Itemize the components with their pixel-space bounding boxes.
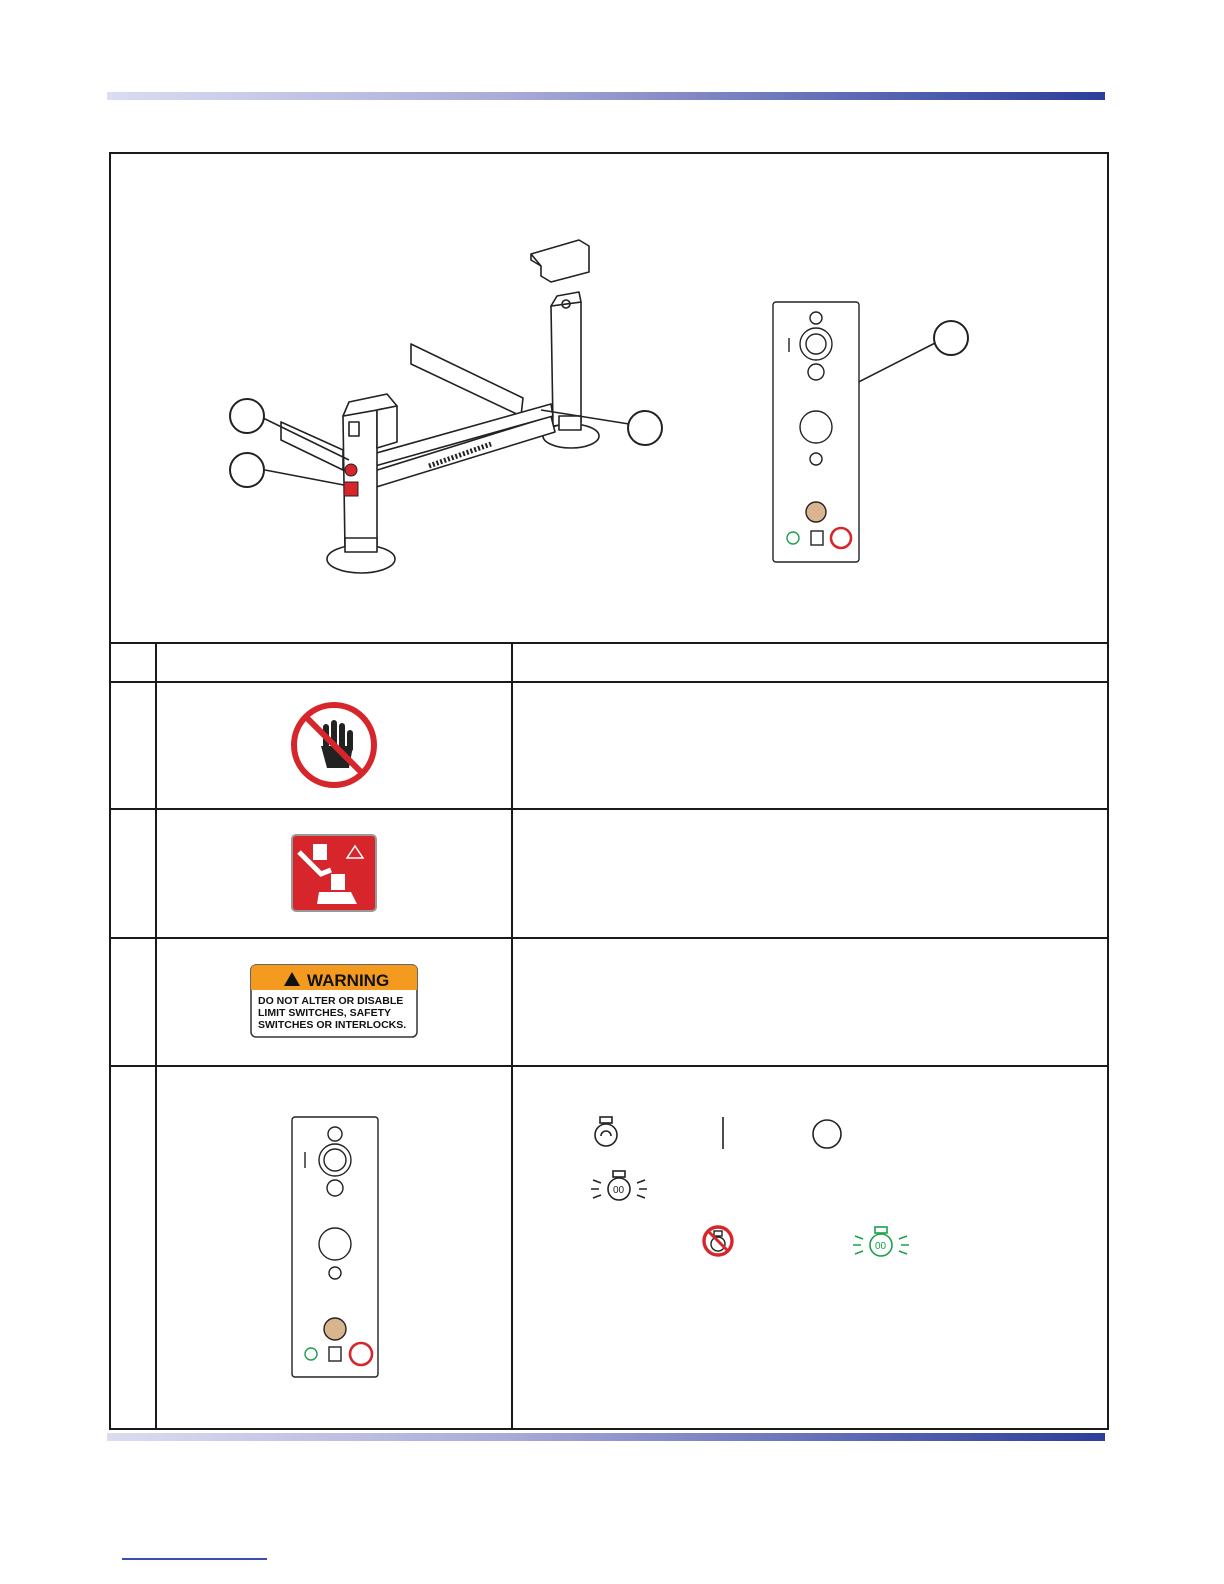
warning-label bbox=[250, 964, 418, 1038]
motor-running-light-icon bbox=[589, 1168, 649, 1204]
callout-circle-icon bbox=[230, 399, 264, 433]
column-divider bbox=[155, 642, 157, 1428]
footer-bar bbox=[107, 1433, 1105, 1441]
svg-text:00: 00 bbox=[613, 1185, 625, 1196]
motor-running-green-icon bbox=[851, 1224, 911, 1260]
control-panel-label bbox=[291, 1116, 379, 1378]
conveyor-illustration bbox=[111, 154, 1107, 642]
svg-text:00: 00 bbox=[875, 1241, 887, 1252]
row-divider bbox=[111, 681, 1107, 683]
warning-line-1: DO NOT ALTER OR DISABLE bbox=[258, 995, 404, 1007]
row-divider bbox=[111, 642, 1107, 644]
motor-rotate-icon bbox=[591, 1114, 621, 1150]
motor-stopped-icon bbox=[701, 1224, 735, 1258]
warning-line-2: LIMIT SWITCHES, SAFETY bbox=[258, 1007, 391, 1019]
crush-hazard-icon bbox=[291, 834, 377, 912]
callout-circle-icon bbox=[934, 321, 968, 355]
warning-line-3: SWITCHES OR INTERLOCKS. bbox=[258, 1019, 407, 1031]
on-bar-icon bbox=[721, 1116, 725, 1150]
header-bar bbox=[107, 92, 1105, 100]
off-circle-icon bbox=[811, 1118, 843, 1150]
row-divider bbox=[111, 1065, 1107, 1067]
safety-labels-table bbox=[109, 152, 1109, 1430]
conveyor-figure bbox=[111, 154, 1107, 642]
row-divider bbox=[111, 808, 1107, 810]
callout-circle-icon bbox=[230, 453, 264, 487]
warning-heading: WARNING bbox=[307, 971, 390, 990]
footer-link-underline bbox=[122, 1558, 267, 1560]
row-divider bbox=[111, 937, 1107, 939]
column-divider bbox=[511, 642, 513, 1428]
callout-circle-icon bbox=[628, 411, 662, 445]
no-touch-hand-icon bbox=[291, 702, 377, 788]
